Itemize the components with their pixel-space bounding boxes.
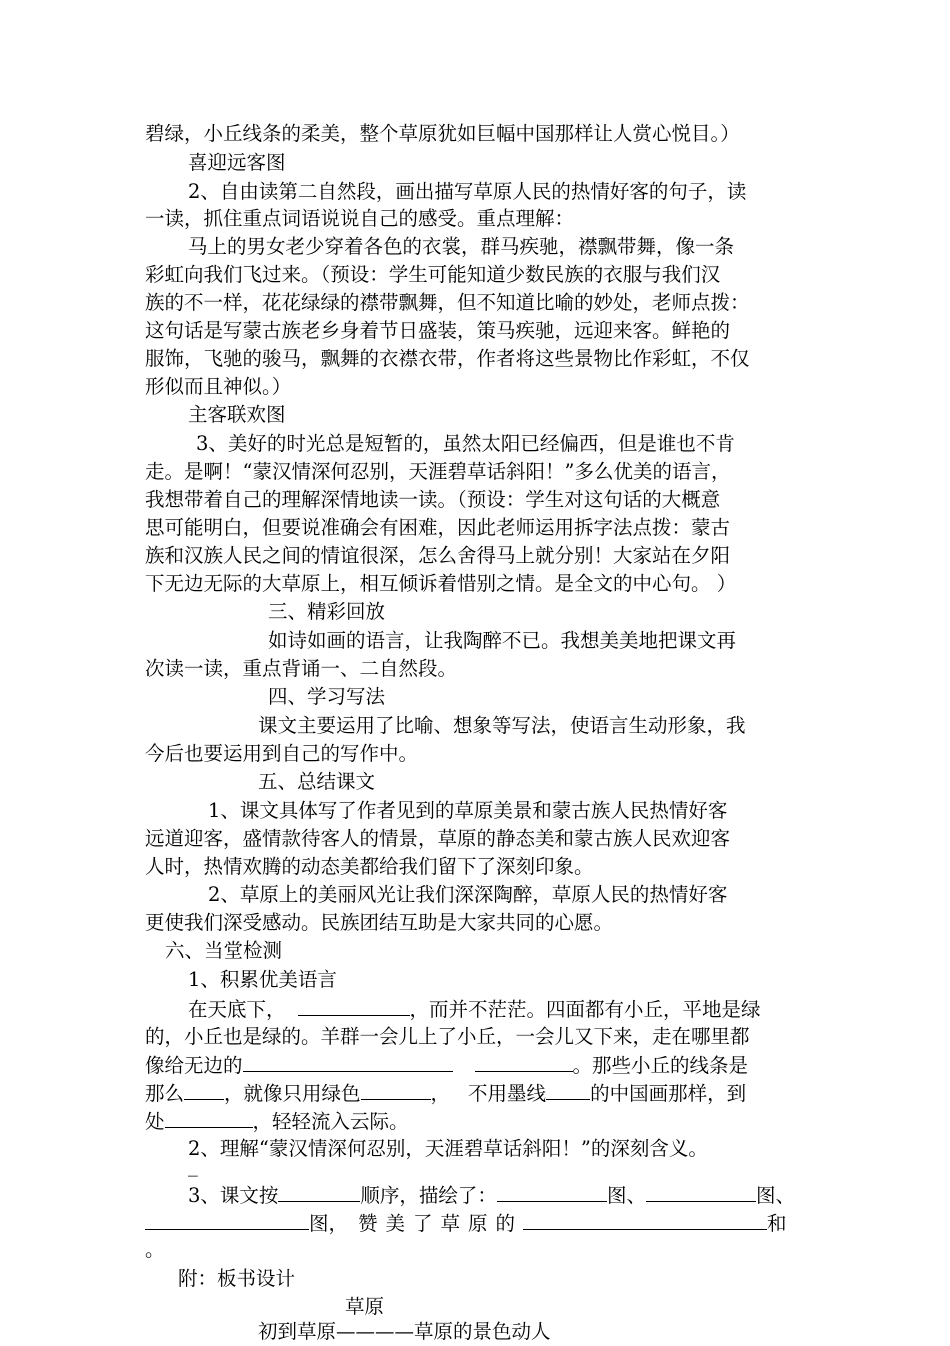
text-fragment: 3、课文按: [188, 1184, 279, 1207]
text-fragment: 图、: [755, 1184, 795, 1207]
blank-field[interactable]: [361, 1079, 431, 1100]
fill-blank-line: [145, 1051, 748, 1079]
fill-blank-line: [145, 1107, 409, 1135]
text-fragment: 赞美了草原的: [358, 1212, 524, 1235]
paragraph-line: 如诗如画的语言，让我陶醉不已。我想美美地把课文再: [268, 629, 737, 652]
paragraph-line: 下无边无际的大草原上，相互倾诉着惜别之情。是全文的中心句。 ）: [145, 572, 737, 595]
text-fragment: 的中国画那样，到: [590, 1082, 747, 1105]
blank-field[interactable]: [278, 1181, 360, 1202]
paragraph-line: 更使我们深受感动。民族团结互助是大家共同的心愿。: [145, 911, 614, 934]
picture-title: 喜迎远客图: [188, 151, 286, 174]
paragraph-line: 2、自由读第二自然段，画出描写草原人民的热情好客的句子，读: [188, 180, 747, 203]
paragraph-line: 族和汉族人民之间的情谊很深，怎么舍得马上就分别！大家站在夕阳: [145, 544, 731, 567]
paragraph-line: 彩虹向我们飞过来。（预设：学生可能知道少数民族的衣服与我们汉: [145, 263, 721, 286]
blank-field[interactable]: [523, 1209, 767, 1230]
text-fragment: 在天底下，: [188, 998, 286, 1021]
paragraph-line: 服饰，飞驰的骏马，飘舞的衣襟衣带，作者将这些景物比作彩虹，不仅: [145, 347, 750, 370]
text-fragment: 处: [145, 1110, 165, 1133]
fill-blank-line: [188, 1181, 795, 1209]
paragraph-line: 碧绿，小丘线条的柔美，整个草原犹如巨幅中国那样让人赏心悦目。）: [145, 122, 740, 145]
paragraph-line: 族的不一样，花花绿绿的襟带飘舞，但不知道比喻的妙处，老师点拨：: [145, 291, 750, 314]
text-fragment: 图，: [309, 1212, 349, 1235]
blank-field[interactable]: [165, 1107, 253, 1128]
underline-mark: _: [188, 1154, 198, 1177]
exercise-title: 1、积累优美语言: [188, 968, 337, 991]
blank-field[interactable]: [184, 1079, 224, 1100]
paragraph-line: 思可能明白，但要说准确会有困难，因此老师运用拆字法点拨：蒙古: [145, 516, 731, 539]
punctuation-mark: 。: [145, 1238, 165, 1261]
board-line: 初到草原————草原的景色动人: [258, 1320, 551, 1343]
section-heading: 六、当堂检测: [165, 939, 283, 962]
picture-title: 主客联欢图: [188, 403, 286, 426]
paragraph-line: 课文主要运用了比喻、想象等写法，使语言生动形象，我: [258, 714, 746, 737]
text-fragment: ，轻轻流入云际。: [252, 1110, 409, 1133]
paragraph-line: 1、课文具体写了作者见到的草原美景和蒙古族人民热情好客: [208, 799, 728, 822]
text-fragment: ，而并不茫茫。四面都有小丘，平地是绿: [409, 998, 761, 1021]
paragraph-line: 次读一读，重点背诵一、二自然段。: [145, 657, 458, 680]
text-fragment: 和: [767, 1212, 787, 1235]
text-fragment: 图、: [606, 1184, 646, 1207]
paragraph-line: 马上的男女老少穿着各色的衣裳，群马疾驰，襟飘带舞，像一条: [188, 235, 735, 258]
paragraph-line: 一读，抓住重点词语说说自己的感受。重点理解：: [145, 207, 575, 230]
fill-blank-line: [188, 995, 761, 1023]
paragraph-line: 我想带着自己的理解深情地读一读。（预设：学生对这句话的大概意: [145, 488, 721, 511]
text-fragment: 不用墨线: [468, 1082, 547, 1105]
text-fragment: 像给无边的: [145, 1054, 243, 1077]
paragraph-line: 今后也要运用到自己的写作中。: [145, 742, 419, 765]
fill-blank-line: [145, 1079, 746, 1107]
paragraph-line: 走。是啊！“蒙汉情深何忍别，天涯碧草话斜阳！”多么优美的语言，: [145, 460, 731, 483]
blank-field[interactable]: [546, 1079, 590, 1100]
board-heading: 草原: [345, 1295, 385, 1318]
section-heading: 三、精彩回放: [268, 600, 386, 623]
blank-field[interactable]: [145, 1209, 309, 1230]
paragraph-line: 人时，热情欢腾的动态美都给我们留下了深刻印象。: [145, 855, 594, 878]
text-fragment: 那么: [145, 1082, 185, 1105]
text-fragment: 顺序，描绘了：: [360, 1184, 497, 1207]
exercise-question: 2、理解“蒙汉情深何忍别，天涯碧草话斜阳！”的深刻含义。: [188, 1137, 708, 1160]
paragraph-line: 形似而且神似。）: [145, 375, 292, 398]
paragraph-line: 这句话是写蒙古族老乡身着节日盛装，策马疾驰，远迎来客。鲜艳的: [145, 319, 731, 342]
fill-blank-line: [145, 1209, 787, 1237]
blank-field[interactable]: [298, 995, 410, 1016]
blank-field[interactable]: [497, 1181, 607, 1202]
text-fragment: ，: [430, 1082, 451, 1105]
blank-field[interactable]: [646, 1181, 756, 1202]
paragraph-line: 2、草原上的美丽风光让我们深深陶醉，草原人民的热情好客: [208, 883, 728, 906]
text-fragment: ，就像只用绿色: [224, 1082, 361, 1105]
blank-field[interactable]: [243, 1051, 453, 1072]
paragraph-line: 远道迎客，盛情款待客人的情景，草原的静态美和蒙古族人民欢迎客: [145, 827, 731, 850]
section-heading: 四、学习写法: [268, 685, 386, 708]
paragraph-line: 的，小丘也是绿的。羊群一会儿上了小丘，一会儿又下来，走在哪里都: [145, 1025, 750, 1048]
paragraph-line: 3、美好的时光总是短暂的，虽然太阳已经偏西，但是谁也不肯: [196, 432, 735, 455]
blank-field[interactable]: [475, 1051, 573, 1072]
board-design-title: 附：板书设计: [178, 1267, 296, 1290]
section-heading: 五、总结课文: [258, 770, 376, 793]
text-fragment: 。那些小丘的线条是: [572, 1054, 749, 1077]
